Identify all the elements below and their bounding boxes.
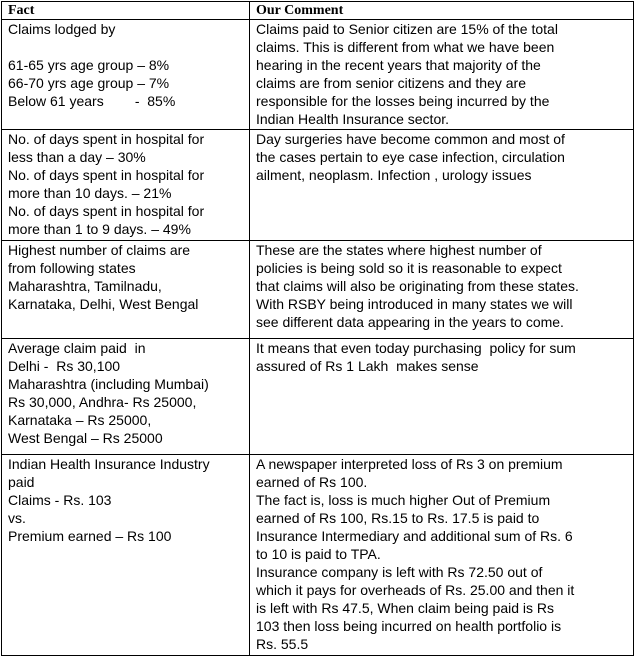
comment-line: to 10 is paid to TPA. <box>256 546 381 562</box>
comment-line: claims. This is different from what we have been <box>256 39 555 55</box>
fact-line: Maharashtra, Tamilnadu, <box>8 278 162 294</box>
comment-line: Indian Health Insurance sector. <box>256 111 450 127</box>
fact-line: 66-70 yrs age group – 7% <box>8 75 170 91</box>
fact-line: No. of days spent in hospital for <box>8 131 205 147</box>
comment-line: Insurance Intermediary and additional sum of Rs. 6 <box>256 528 573 544</box>
fact-line: 61-65 yrs age group – 8% <box>8 57 170 73</box>
comment-cell <box>250 455 634 656</box>
fact-line: Highest number of claims are <box>8 242 191 258</box>
fact-column-header: Fact <box>2 2 250 20</box>
fact-line: Maharashtra (including Mumbai) <box>8 376 209 392</box>
fact-line: West Bengal – Rs 25000 <box>8 430 163 446</box>
comment-line: Day surgeries have become common and most of <box>256 131 565 147</box>
fact-line: less than a day – 30% <box>8 149 146 165</box>
comment-line: These are the states where highest number of <box>256 242 542 258</box>
fact-cell <box>2 130 250 241</box>
comment-line: is left with Rs 47.5, When claim being paid is Rs <box>256 600 555 616</box>
fact-line: more than 1 to 9 days. – 49% <box>8 221 191 237</box>
comment-line: that claims will also be originating from these states. <box>256 278 579 294</box>
table-row <box>2 130 634 241</box>
comment-line: With RSBY being introduced in many states we will <box>256 296 573 312</box>
comment-line: hearing in the recent years that majority of the <box>256 57 541 73</box>
fact-cell <box>2 20 250 130</box>
fact-line: No. of days spent in hospital for <box>8 203 205 219</box>
comment-cell <box>250 339 634 455</box>
blank-line <box>8 38 245 56</box>
comment-line: claims are from senior citizens and they are <box>256 75 526 91</box>
comment-line: The fact is, loss is much higher Out of Premium <box>256 492 551 508</box>
fact-line: Claims - Rs. 103 <box>8 492 112 508</box>
fact-line: more than 10 days. – 21% <box>8 185 172 201</box>
fact-line: Claims lodged by <box>8 21 116 37</box>
comment-line: earned of Rs 100, Rs.15 to Rs. 17.5 is paid to <box>256 510 540 526</box>
comment-line: A newspaper interpreted loss of Rs 3 on premium <box>256 456 563 472</box>
fact-line: from following states <box>8 260 136 276</box>
comment-line: the cases pertain to eye case infection, circulation <box>256 149 565 165</box>
comment-line: Rs. 55.5 <box>256 636 309 652</box>
comment-line: Claims paid to Senior citizen are 15% of the total <box>256 21 558 37</box>
header-row <box>2 2 634 20</box>
comment-line: assured of Rs 1 Lakh makes sense <box>256 358 479 374</box>
comment-cell <box>250 241 634 339</box>
comment-line: earned of Rs 100. <box>256 474 368 490</box>
fact-cell <box>2 241 250 339</box>
fact-line: Karnataka – Rs 25000, <box>8 412 152 428</box>
comment-line: which it pays for overheads of Rs. 25.00 and then it <box>256 582 575 598</box>
comment-line: responsible for the losses being incurred by the <box>256 93 550 109</box>
fact-line: Delhi - Rs 30,100 <box>8 358 121 374</box>
table-row <box>2 339 634 455</box>
comment-line: It means that even today purchasing policy for sum <box>256 340 576 356</box>
fact-cell <box>2 339 250 455</box>
comment-line: policies is being sold so it is reasonable to expect <box>256 260 562 276</box>
comment-column-header: Our Comment <box>250 2 634 20</box>
comment-line: Insurance company is left with Rs 72.50 out of <box>256 564 543 580</box>
table-row <box>2 455 634 656</box>
fact-line: Below 61 years - 85% <box>8 93 176 109</box>
table-row <box>2 241 634 339</box>
fact-line: Karnataka, Delhi, West Bengal <box>8 296 199 312</box>
comment-line: ailment, neoplasm. Infection , urology issues <box>256 167 532 183</box>
fact-line: Average claim paid in <box>8 340 146 356</box>
fact-cell <box>2 455 250 656</box>
fact-line: Rs 30,000, Andhra- Rs 25000, <box>8 394 197 410</box>
fact-line: No. of days spent in hospital for <box>8 167 205 183</box>
comment-line: see different data appearing in the years to come. <box>256 314 564 330</box>
fact-line: vs. <box>8 510 26 526</box>
comment-cell <box>250 20 634 130</box>
comment-line: 103 then loss being incurred on health portfolio is <box>256 618 562 634</box>
table-row <box>2 20 634 130</box>
fact-line: Premium earned – Rs 100 <box>8 528 172 544</box>
fact-comment-table <box>1 1 634 656</box>
fact-line: paid <box>8 474 35 490</box>
fact-line: Indian Health Insurance Industry <box>8 456 210 472</box>
comment-cell <box>250 130 634 241</box>
